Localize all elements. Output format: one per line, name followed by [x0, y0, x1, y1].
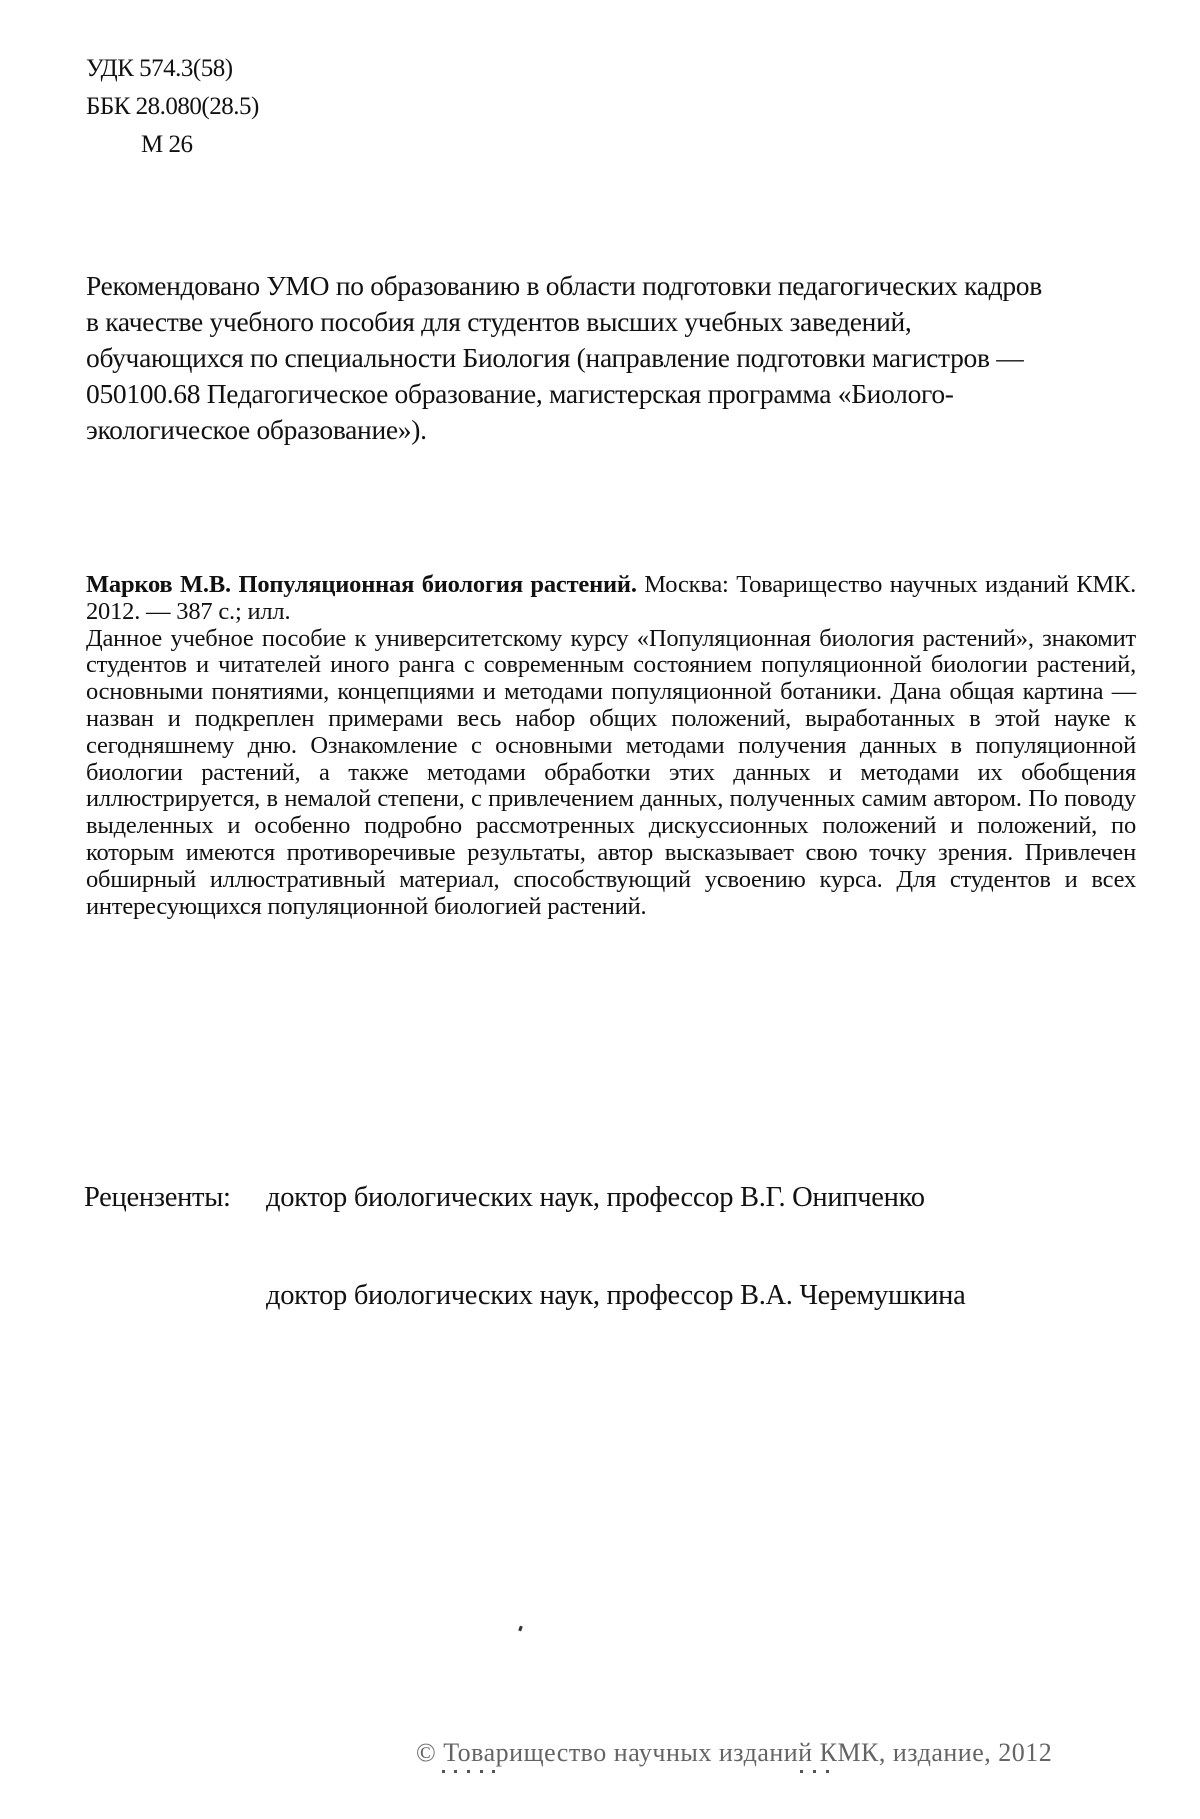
reviewer-row-1 — [84, 1178, 1134, 1218]
recommendation-text: Рекомендовано УМО по образованию в области подготовки педагогических кадров в качестве учебного пособия для студентов высших учебных заведений, обучающихся по специальности Биология (направление подготовки магистров — 050100.68 Педагогическое образование, магистерская программа «Биолого-экологическое образование»). — [86, 270, 1042, 445]
classification-codes — [86, 50, 259, 164]
copyright-notice: © Товарищество научных изданий КМК, издание, 2012 — [416, 1738, 1053, 1767]
reviewer-2: доктор биологических наук, профессор В.А. Черемушкина — [266, 1280, 966, 1311]
author-and-title: Марков М.В. Популяционная биология растений. — [86, 571, 637, 598]
author-mark: М 26 — [141, 131, 193, 158]
bibliographic-description — [86, 572, 1136, 920]
reviewers-block — [84, 1178, 1134, 1316]
publication-imprint: Москва: Товарищество научных изданий КМК. 2012. — 387 с.; илл. — [86, 571, 1137, 625]
copyright-faint-marks — [440, 1769, 860, 1775]
reviewers-label: Рецензенты: — [84, 1182, 231, 1213]
reviewer-row-2 — [84, 1276, 1134, 1316]
recommendation-statement — [86, 268, 1046, 448]
reviewer-indent — [84, 1276, 266, 1316]
scan-speck — [518, 1626, 523, 1632]
annotation-text: Данное учебное пособие к университетскому курсу «Популяционная биология растений», знакомит студентов и читателей иного ранга с современным состоянием популяционной биологии растений, основными понятиями, концепциями и методами популяционной ботаники. Дана общая картина — назван и подкреплен примерами весь набор общих положений, выработанных в этой науке к сегодняшнему дню. Ознакомление с основными методами получения данных в популяционной биологии растений, а также методами обработки этих данных и методами их обобщения иллюстрируется, в немалой степени, с привлечением данных, полученных самим автором. По поводу выделенных и особенно подробно рассмотренных дискуссионных положений и положений, по которым имеются противоречивые результаты, автор высказывает свою точку зрения. Привлечен обширный иллюстративный материал, способствующий усвоению курса. Для студентов и всех интересующихся популяционной биологией растений. — [86, 624, 1136, 920]
udk-code: УДК 574.3(58) — [86, 55, 233, 82]
reviewer-1: доктор биологических наук, профессор В.Г. Онипченко — [266, 1182, 925, 1213]
bbk-code: ББК 28.080(28.5) — [86, 93, 259, 120]
bibliographic-record — [86, 572, 1136, 626]
